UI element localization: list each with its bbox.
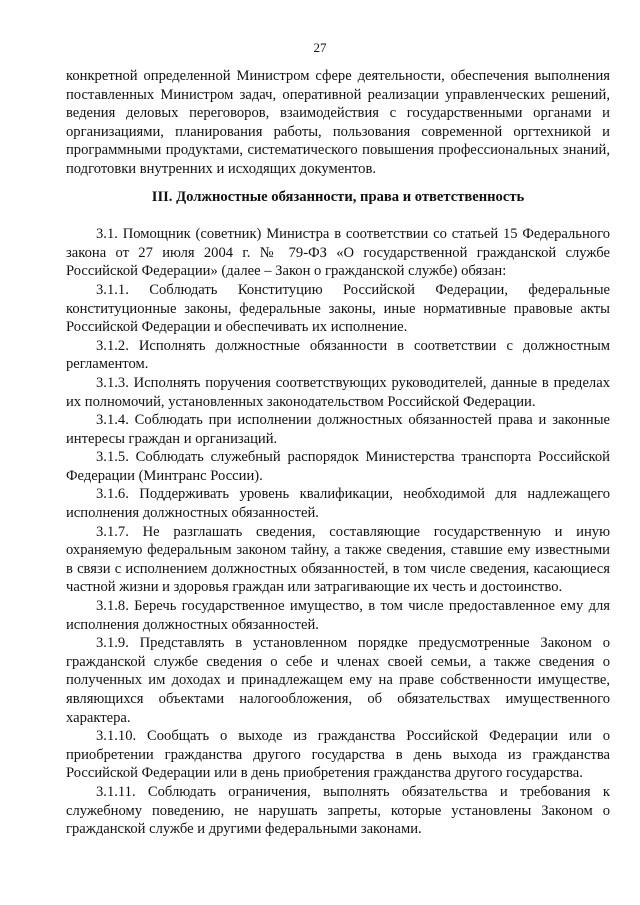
- clause-3-1-6: 3.1.6. Поддерживать уровень квалификации, необходимой для надлежащего исполнения должностных обязанностей.: [66, 486, 610, 522]
- clause-3-1-11: 3.1.11. Соблюдать ограничения, выполнять обязательства и требования к служебному поведению, не нарушать запреты, которые установлены Законом о гражданской службе и другими федеральными законами.: [66, 783, 610, 838]
- clause-3-1-10: 3.1.10. Сообщать о выходе из гражданства Российской Федерации или о приобретении гражданства другого государства в день выхода из гражданства Российской Федерации или в день приобретения гражданства другого государства.: [66, 728, 610, 782]
- clause-3-1-2: 3.1.2. Исполнять должностные обязанности в соответствии с должностным регламентом.: [66, 337, 610, 373]
- clause-3-1-5: 3.1.5. Соблюдать служебный распорядок Министерства транспорта Российской Федерации (Минтранс России).: [66, 449, 610, 484]
- clause-3-1-1: 3.1.1. Соблюдать Конституцию Российской Федерации, федеральные конституционные законы, федеральные законы, иные нормативные правовые акты Российской Федерации и обеспечивать их исполнение.: [66, 281, 610, 336]
- clause-3-1-9: 3.1.9. Представлять в установленном порядке предусмотренные Законом о гражданской службе сведения о себе и членах своей семьи, а также сведения о полученных им доходах и принадлежащем ему на праве собственности имуществе, являющихся объектами налогообложения, об обязательствах имущественного характера.: [66, 635, 610, 726]
- clause-3-1-4: 3.1.4. Соблюдать при исполнении должностных обязанностей права и законные интересы граждан и организаций.: [66, 412, 610, 447]
- intro-paragraph: конкретной определенной Министром сфере деятельности, обеспечения выполнения поставленных Министром задач, оперативной реализации управленческих решений, ведения деловых переговоров, взаимодействия с государственными органами и организациями, планирования работы, пользования современной оргтехникой и программными продуктами, систематического повышения профессиональных знаний, подготовки внутренних и исходящих документов.: [66, 68, 610, 177]
- clause-3-1: 3.1. Помощник (советник) Министра в соответствии со статьей 15 Федерального закона от 27 июля 2004 г. № 79-ФЗ «О государственной гражданской службе Российской Федерации» (далее – Закон о гражданской службе) обязан:: [66, 226, 610, 280]
- section-heading: III. Должностные обязанности, права и ответственность: [151, 188, 525, 205]
- clause-3-1-3: 3.1.3. Исполнять поручения соответствующих руководителей, данные в пределах их полномочий, установленных законодательством Российской Федерации.: [66, 374, 610, 410]
- document-body: [66, 67, 610, 839]
- page-number: 27: [313, 40, 327, 55]
- clause-3-1-7: 3.1.7. Не разглашать сведения, составляющие государственную и иную охраняемую федеральным законом тайну, а также сведения, ставшие ему известными в связи с исполнением должностных обязанностей, в том числе сведения, касающиеся частной жизни и здоровья граждан или затрагивающие их честь и достоинство.: [66, 523, 610, 596]
- clause-3-1-8: 3.1.8. Беречь государственное имущество, в том числе предоставленное ему для исполнения должностных обязанностей.: [66, 598, 610, 633]
